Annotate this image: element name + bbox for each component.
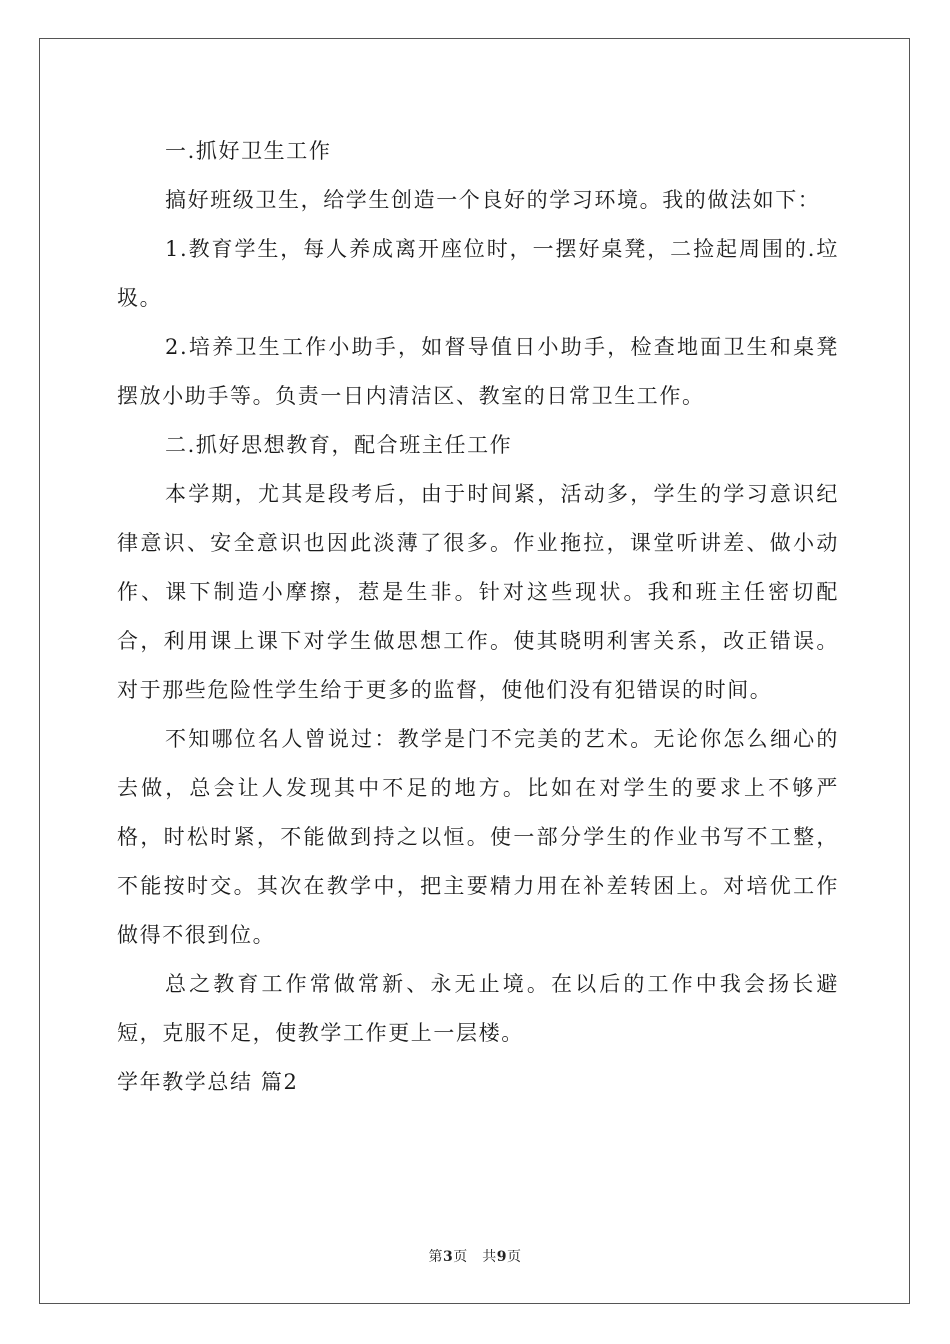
page-footer [0, 1246, 950, 1266]
paragraph-conclusion: 总之教育工作常做常新、永无止境。在以后的工作中我会扬长避短，克服不足，使教学工作更上一层楼。 [117, 972, 839, 1045]
paragraph-item-1: 1.教育学生，每人养成离开座位时，一摆好桌凳，二捡起周围的.垃圾。 [117, 237, 839, 310]
current-page-number: 3 [443, 1249, 454, 1265]
paragraph-reflection: 不知哪位名人曾说过：教学是门不完美的艺术。无论你怎么细心的去做，总会让人发现其中不足的地方。比如在对学生的要求上不够严格，时松时紧，不能做到持之以恒。使一部分学生的作业书写不工整，不能按时交。其次在教学中，把主要精力用在补差转困上。对培优工作做得不很到位。 [117, 727, 839, 947]
heading-hygiene: 一.抓好卫生工作 [165, 139, 332, 163]
paragraph-item-2: 2.培养卫生工作小助手，如督导值日小助手，检查地面卫生和桌凳摆放小助手等。负责一日内清洁区、教室的日常卫生工作。 [117, 335, 839, 408]
paragraph-semester: 本学期，尤其是段考后，由于时间紧，活动多，学生的学习意识纪律意识、安全意识也因此淡薄了很多。作业拖拉，课堂听讲差、做小动作、课下制造小摩擦，惹是生非。针对这些现状。我和班主任密切配合，利用课上课下对学生做思想工作。使其晓明利害关系，改正错误。对于那些危险性学生给于更多的监督，使他们没有犯错误的时间。 [117, 482, 839, 702]
footer-prefix: 第 [428, 1249, 443, 1265]
document-body [117, 127, 839, 1107]
heading-ideology: 二.抓好思想教育，配合班主任工作 [165, 433, 513, 457]
footer-suffix: 页 [507, 1249, 522, 1265]
total-page-number: 9 [496, 1249, 507, 1265]
paragraph-hygiene-intro: 搞好班级卫生，给学生创造一个良好的学习环境。我的做法如下： [165, 188, 821, 212]
section-title: 学年教学总结 篇2 [117, 1070, 299, 1094]
footer-mid: 页 共 [453, 1249, 497, 1265]
